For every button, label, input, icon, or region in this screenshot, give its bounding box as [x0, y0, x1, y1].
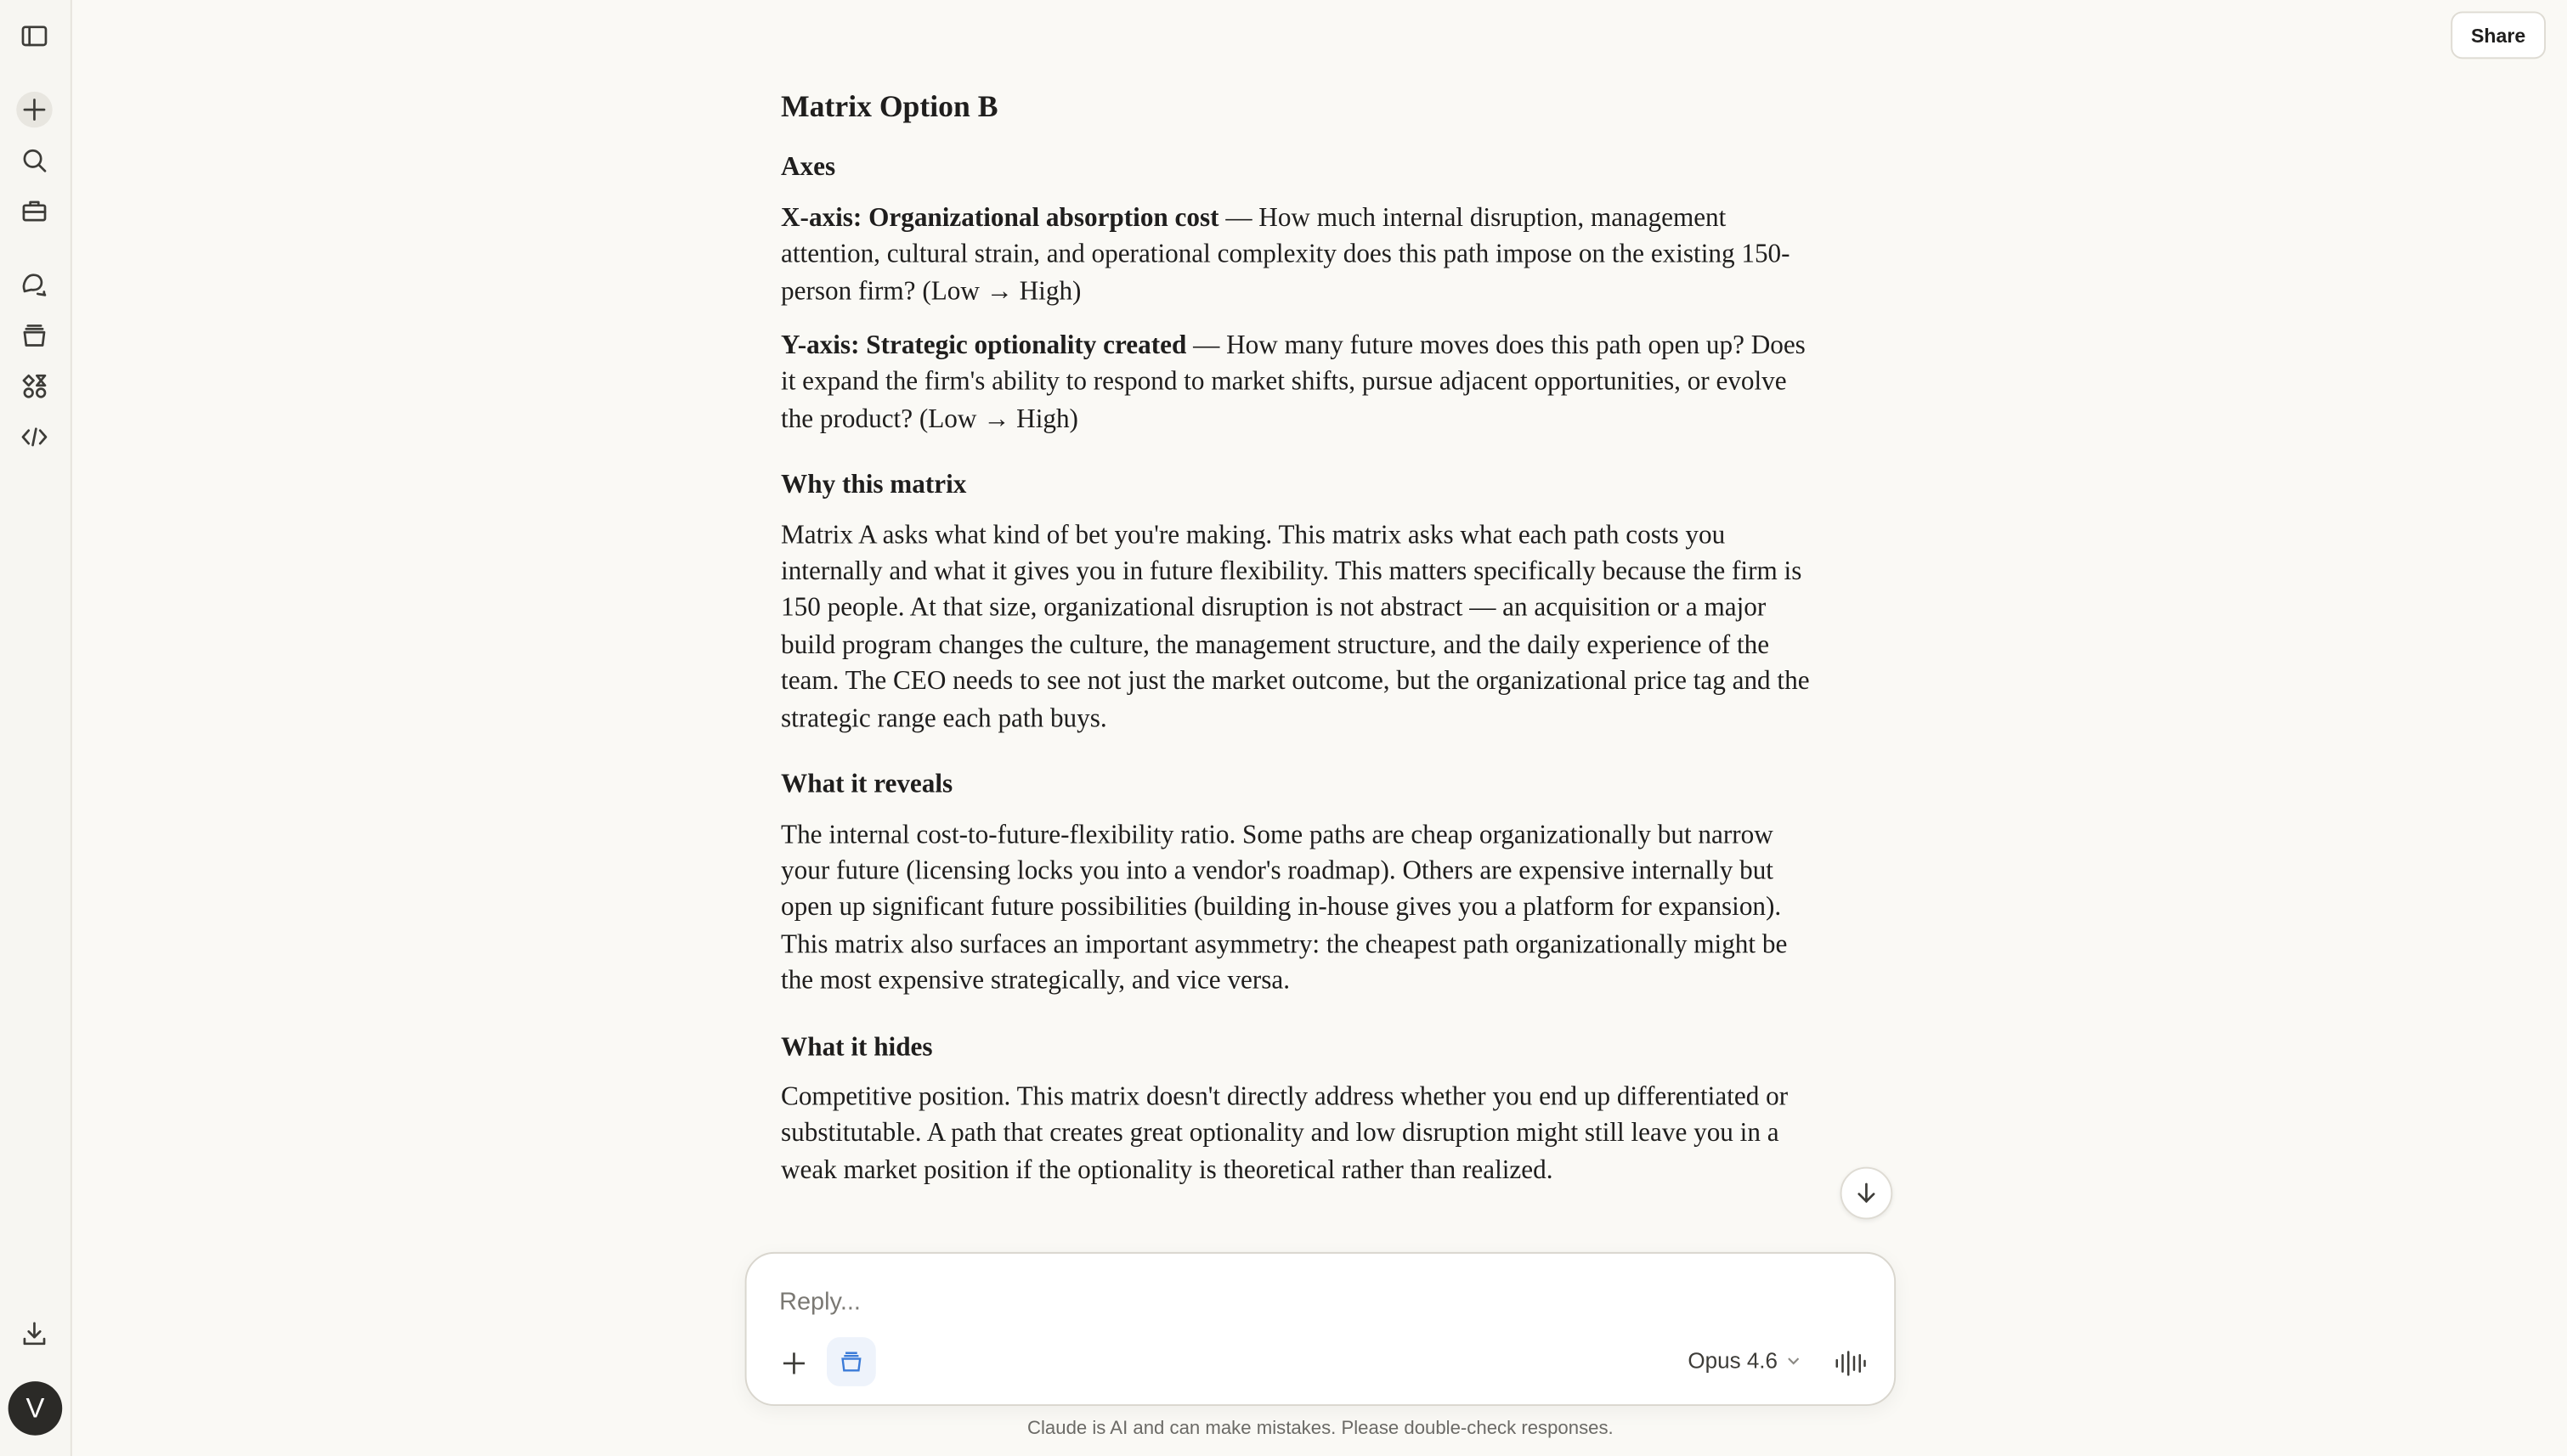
download-icon	[20, 1319, 49, 1349]
axes-heading: Axes	[781, 152, 836, 183]
y-axis-paragraph	[781, 327, 1822, 437]
stack-icon	[20, 321, 49, 351]
y-axis-label: Y-axis: Strategic optionality created	[781, 330, 1187, 360]
x-axis-paragraph	[781, 200, 1822, 310]
y-axis-text: — How many future moves does this path open up? Does it expand the firm's ability to respond to market shifts, pursue adjacent opportunities, or evolve the product? (Low → High)	[781, 330, 1806, 434]
voice-mode-button[interactable]	[1832, 1346, 1868, 1381]
x-axis-label: X-axis: Organizational absorption cost	[781, 202, 1219, 233]
search-button[interactable]	[16, 143, 52, 178]
model-selector[interactable]	[1688, 1349, 1801, 1374]
artifacts-button[interactable]	[16, 318, 52, 353]
x-axis-text: — How much internal disruption, management attention, cultural strain, and operational complexity does this path impose on the existing 150-person firm? (Low → High)	[781, 202, 1790, 306]
apps-button[interactable]	[16, 369, 52, 404]
plus-icon	[781, 1351, 807, 1377]
hides-heading: What it hides	[781, 1031, 933, 1062]
add-attachment-button[interactable]	[776, 1346, 811, 1381]
chat-bubbles-icon	[20, 270, 49, 300]
code-button[interactable]	[16, 419, 52, 454]
message-title: Matrix Option B	[781, 91, 998, 125]
shapes-icon	[20, 371, 49, 401]
reply-input[interactable]	[776, 1286, 1765, 1318]
reveals-paragraph: The internal cost-to-future-flexibility ratio. Some paths are cheap organizationally but narrow your future (licensing locks you into a vendor's roadmap). Others are expensive internally but open up significant future possibilities (building in-house gives you a platform for expansion). This matrix also surfaces an important asymmetry: the cheapest path organizationally might be the most expensive strategically, and vice versa.	[781, 819, 1788, 996]
scroll-to-bottom-button[interactable]	[1840, 1167, 1893, 1220]
plus-icon	[20, 95, 49, 125]
composer	[745, 1252, 1896, 1406]
reveals-heading: What it reveals	[781, 769, 953, 799]
stack-icon	[838, 1349, 864, 1375]
toolbox-icon	[20, 196, 49, 226]
search-icon	[20, 145, 49, 175]
disclaimer: Claude is AI and can make mistakes. Please double-check responses.	[1027, 1419, 1614, 1439]
download-app-button[interactable]	[16, 1316, 52, 1352]
share-button[interactable]: Share	[2451, 11, 2546, 59]
assistant-message	[781, 85, 1822, 1239]
chats-button[interactable]	[16, 267, 52, 302]
why-paragraph: Matrix A asks what kind of bet you're making. This matrix asks what each path costs you internally and what it gives you in future flexibility. This matters specifically because the firm is 150 people. At that size, organizational disruption is not abstract — an acquisition or a major build program changes the culture, the management structure, and the daily experience of the team. The CEO needs to see not just the market outcome, but the organizational price tag and the strategic range each path buys.	[781, 520, 1810, 733]
projects-button[interactable]	[16, 193, 52, 229]
code-icon	[20, 422, 49, 452]
waveform-icon	[1834, 1351, 1867, 1377]
avatar[interactable]: V	[8, 1381, 63, 1436]
why-heading: Why this matrix	[781, 470, 967, 500]
project-tool-button[interactable]	[827, 1337, 876, 1386]
sidebar	[0, 0, 72, 1456]
sidebar-panel-icon	[20, 21, 49, 51]
new-chat-button[interactable]	[16, 92, 52, 127]
hides-paragraph: Competitive position. This matrix doesn't directly address whether you end up differentiated or substitutable. A path that creates great optionality and low disruption might still leave you in a weak market position if the optionality is theoretical rather than realized.	[781, 1081, 1789, 1185]
arrow-down-icon	[1853, 1180, 1880, 1206]
model-name: Opus 4.6	[1688, 1348, 1778, 1374]
toggle-sidebar-button[interactable]	[16, 18, 52, 54]
chevron-down-icon	[1786, 1353, 1801, 1368]
